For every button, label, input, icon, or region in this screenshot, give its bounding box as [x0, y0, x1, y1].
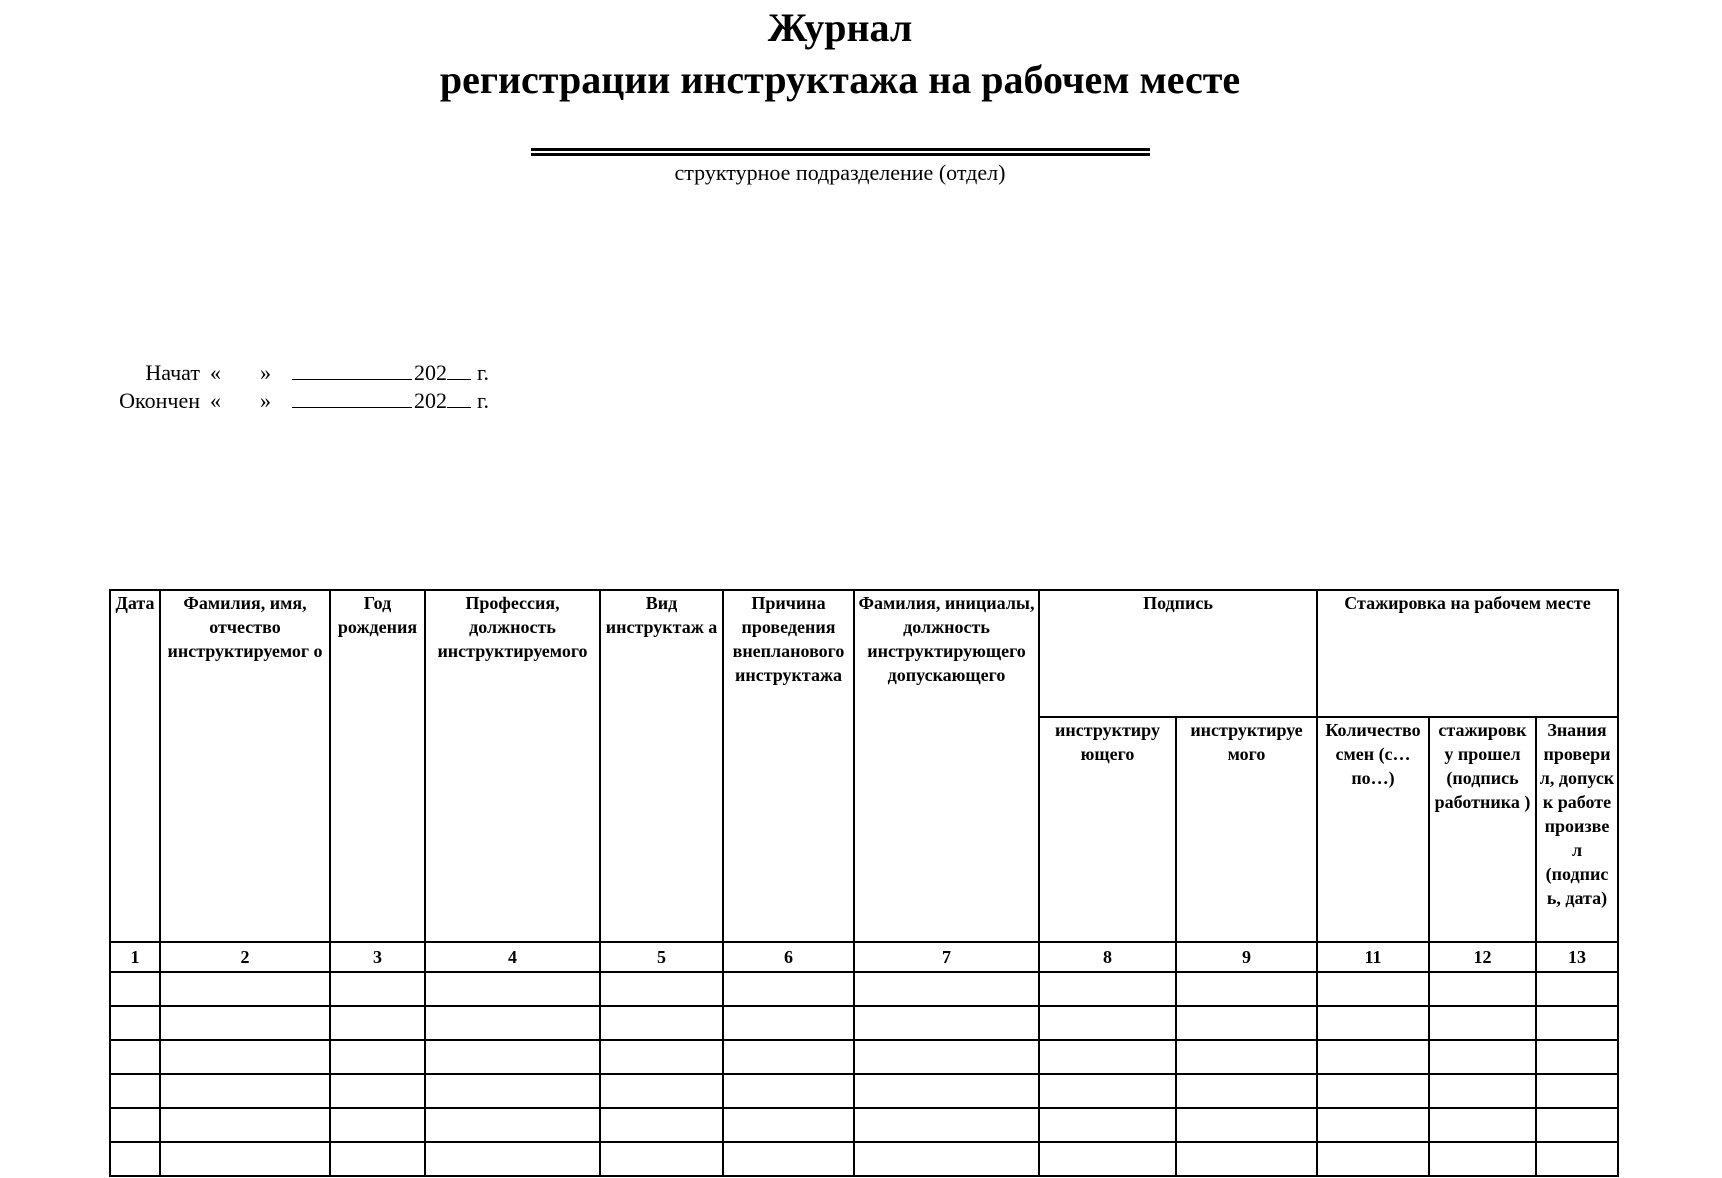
header-profession: Профессия, должность инструктируемого — [425, 590, 600, 942]
table-cell[interactable] — [110, 1006, 160, 1040]
table-cell[interactable] — [1536, 1142, 1618, 1176]
table-cell[interactable] — [1039, 972, 1176, 1006]
table-row — [110, 1040, 1618, 1074]
table-cell[interactable] — [600, 972, 723, 1006]
table-cell[interactable] — [1317, 972, 1429, 1006]
finished-label: Окончен — [119, 388, 200, 413]
table-cell[interactable] — [854, 1006, 1039, 1040]
table-cell[interactable] — [160, 972, 330, 1006]
started-date-row — [110, 359, 489, 387]
table-row — [110, 1074, 1618, 1108]
column-number: 11 — [1317, 942, 1429, 972]
subheader-knowledge-checked: Знания провери л, допуск к работе произве л (подпис ь, дата) — [1536, 717, 1618, 942]
table-cell[interactable] — [1429, 1142, 1536, 1176]
table-cell[interactable] — [1536, 1074, 1618, 1108]
table-cell[interactable] — [1429, 1006, 1536, 1040]
started-year-suffix: г. — [477, 360, 490, 385]
subheader-shift-count: Количество смен (с… по…) — [1317, 717, 1429, 942]
table-cell[interactable] — [330, 1108, 425, 1142]
table-cell[interactable] — [330, 972, 425, 1006]
started-month-blank — [292, 359, 412, 380]
table-cell[interactable] — [1039, 1142, 1176, 1176]
table-cell[interactable] — [600, 1006, 723, 1040]
table-cell[interactable] — [160, 1006, 330, 1040]
table-cell[interactable] — [1317, 1142, 1429, 1176]
header-row — [110, 590, 1618, 717]
table-cell[interactable] — [1317, 1040, 1429, 1074]
table-cell[interactable] — [1536, 1108, 1618, 1142]
column-number: 6 — [723, 942, 854, 972]
journal-subtitle: регистрации инструктажа на рабочем месте — [439, 57, 1241, 102]
header-date: Дата — [110, 590, 160, 942]
column-number: 3 — [330, 942, 425, 972]
table-cell[interactable] — [1536, 1006, 1618, 1040]
subheader-sig-instructor: инструктиру ющего — [1039, 717, 1176, 942]
table-cell[interactable] — [1176, 972, 1317, 1006]
started-year: 202 — [414, 360, 447, 385]
journal-title: Журнал — [767, 5, 913, 50]
finished-quote-close: » — [260, 388, 271, 413]
table-cell[interactable] — [1429, 1074, 1536, 1108]
started-year-blank — [447, 359, 471, 380]
table-row — [110, 972, 1618, 1006]
header-briefing-type: Вид инструктаж а — [600, 590, 723, 942]
started-label: Начат — [145, 360, 200, 385]
table-cell[interactable] — [425, 1006, 600, 1040]
table-cell[interactable] — [1039, 1074, 1176, 1108]
finished-month-blank — [292, 387, 412, 408]
table-cell[interactable] — [160, 1040, 330, 1074]
started-quote-close: » — [260, 360, 271, 385]
table-cell[interactable] — [723, 972, 854, 1006]
table-cell[interactable] — [1429, 1040, 1536, 1074]
table-cell[interactable] — [1039, 1006, 1176, 1040]
table-cell[interactable] — [110, 1074, 160, 1108]
table-cell[interactable] — [110, 972, 160, 1006]
finished-date-row — [110, 387, 489, 415]
column-number-row — [110, 942, 1618, 972]
blank-rows — [110, 972, 1618, 1176]
column-number: 9 — [1176, 942, 1317, 972]
column-number: 5 — [600, 942, 723, 972]
table-cell[interactable] — [854, 1074, 1039, 1108]
header-instructor: Фамилия, инициалы, должность инструктирующего допускающего — [854, 590, 1039, 942]
journal-dates — [110, 359, 489, 415]
journal-table — [109, 589, 1619, 1177]
table-cell[interactable] — [1317, 1006, 1429, 1040]
table-cell[interactable] — [1176, 1074, 1317, 1108]
table-cell[interactable] — [1176, 1040, 1317, 1074]
header-signature: Подпись — [1039, 590, 1317, 717]
table-cell[interactable] — [110, 1142, 160, 1176]
table-row — [110, 1006, 1618, 1040]
table-cell[interactable] — [854, 1108, 1039, 1142]
table-cell[interactable] — [110, 1040, 160, 1074]
table-cell[interactable] — [723, 1074, 854, 1108]
table-cell[interactable] — [330, 1006, 425, 1040]
header-internship: Стажировка на рабочем месте — [1317, 590, 1618, 717]
table-cell[interactable] — [425, 1074, 600, 1108]
table-cell[interactable] — [723, 1006, 854, 1040]
table-cell[interactable] — [1317, 1108, 1429, 1142]
finished-year: 202 — [414, 388, 447, 413]
column-number: 1 — [110, 942, 160, 972]
table-cell[interactable] — [854, 1040, 1039, 1074]
table-cell[interactable] — [1039, 1108, 1176, 1142]
started-quote-open: « — [210, 360, 221, 385]
table-cell[interactable] — [425, 1142, 600, 1176]
finished-year-suffix: г. — [477, 388, 490, 413]
subheader-internship-done: стажировк у прошел (подпись работника ) — [1429, 717, 1536, 942]
subheader-sig-trainee: инструктируе мого — [1176, 717, 1317, 942]
finished-quote-open: « — [210, 388, 221, 413]
department-fill-line-second — [531, 153, 1150, 156]
column-number: 2 — [160, 942, 330, 972]
table-cell[interactable] — [330, 1074, 425, 1108]
table-cell[interactable] — [160, 1142, 330, 1176]
table-cell[interactable] — [110, 1108, 160, 1142]
table-row — [110, 1142, 1618, 1176]
header-full-name: Фамилия, имя, отчество инструктируемог о — [160, 590, 330, 942]
table-cell[interactable] — [425, 1108, 600, 1142]
department-fill-line — [531, 148, 1150, 151]
header-unplanned-reason: Причина проведения внепланового инструктажа — [723, 590, 854, 942]
column-number: 8 — [1039, 942, 1176, 972]
table-cell[interactable] — [1429, 1108, 1536, 1142]
table-cell[interactable] — [330, 1142, 425, 1176]
table-cell[interactable] — [1536, 972, 1618, 1006]
finished-year-blank — [447, 387, 471, 408]
table-row — [110, 1108, 1618, 1142]
column-number: 7 — [854, 942, 1039, 972]
table-cell[interactable] — [1039, 1040, 1176, 1074]
table-cell[interactable] — [723, 1142, 854, 1176]
table-cell[interactable] — [600, 1074, 723, 1108]
table-cell[interactable] — [1536, 1040, 1618, 1074]
table-cell[interactable] — [600, 1142, 723, 1176]
table-cell[interactable] — [723, 1108, 854, 1142]
table-cell[interactable] — [1176, 1108, 1317, 1142]
table-cell[interactable] — [854, 972, 1039, 1006]
table-cell[interactable] — [854, 1142, 1039, 1176]
column-number: 13 — [1536, 942, 1618, 972]
table-cell[interactable] — [600, 1108, 723, 1142]
table-cell[interactable] — [1176, 1142, 1317, 1176]
column-number: 12 — [1429, 942, 1536, 972]
column-number: 4 — [425, 942, 600, 972]
department-caption: структурное подразделение (отдел) — [674, 160, 1006, 185]
table-cell[interactable] — [160, 1074, 330, 1108]
table-cell[interactable] — [1429, 972, 1536, 1006]
table-cell[interactable] — [425, 1040, 600, 1074]
table-cell[interactable] — [160, 1108, 330, 1142]
table-cell[interactable] — [723, 1040, 854, 1074]
table-cell[interactable] — [425, 972, 600, 1006]
table-cell[interactable] — [1176, 1006, 1317, 1040]
header-birth-year: Год рождения — [330, 590, 425, 942]
table-cell[interactable] — [1317, 1074, 1429, 1108]
table-cell[interactable] — [600, 1040, 723, 1074]
table-cell[interactable] — [330, 1040, 425, 1074]
